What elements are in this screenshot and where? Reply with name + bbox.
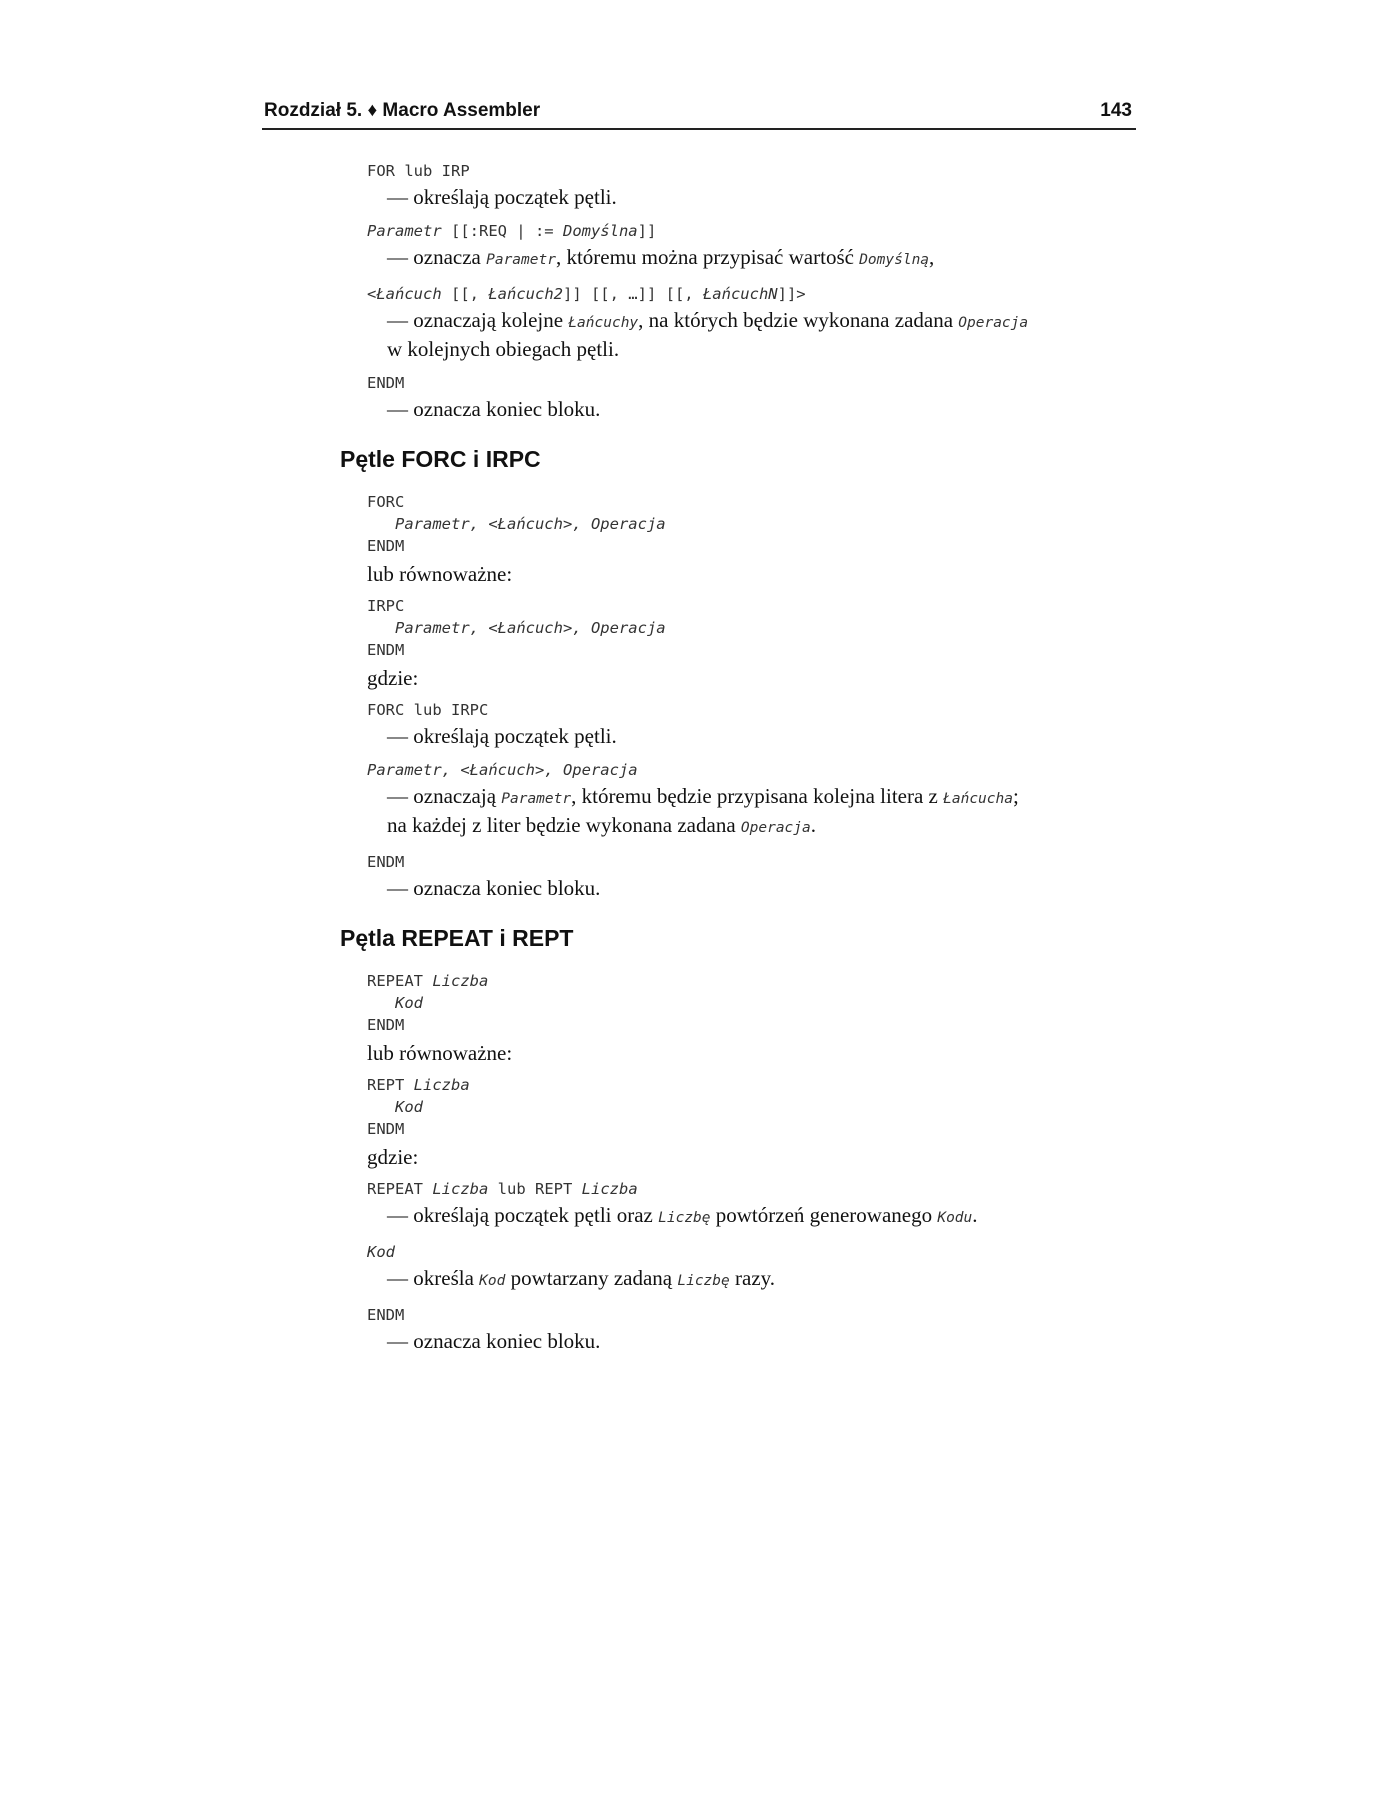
desc-repeat-rept: — określają początek pętli oraz Liczbę powtórzeń generowanego Kodu. <box>387 1203 978 1227</box>
code-block-forc: FORC Parametr, <Łańcuch>, Operacja ENDM <box>367 493 666 555</box>
text-where: gdzie: <box>367 666 419 690</box>
page-number: 143 <box>1100 100 1132 121</box>
code-block-rept: REPT Liczba Kod ENDM <box>367 1076 470 1138</box>
section-heading-repeat: Pętla REPEAT i REPT <box>340 925 574 951</box>
text-equivalent: lub równoważne: <box>367 562 513 586</box>
code-block-repeat: REPEAT Liczba Kod ENDM <box>367 972 489 1034</box>
running-header <box>262 98 1136 130</box>
desc-parametr: — oznacza Parametr, któremu można przypisać wartość Domyślną, <box>387 245 935 269</box>
page-body <box>340 160 1100 1364</box>
code-forc-endm: ENDM <box>367 853 405 871</box>
desc-forc-params: — oznaczają Parametr, któremu będzie przypisana kolejna litera z Łańcucha; na każdej z liter będzie wykonana zadana Operacja. <box>387 784 1019 837</box>
code-endm: ENDM <box>367 374 405 392</box>
desc-repeat-endm: — oznacza koniec bloku. <box>387 1329 601 1353</box>
code-parametr-default: Parametr [[:REQ | := Domyślna]] <box>367 222 657 240</box>
code-forc-params: Parametr, <Łańcuch>, Operacja <box>367 761 638 779</box>
desc-forc-endm: — oznacza koniec bloku. <box>387 876 601 900</box>
code-forc-irpc: FORC lub IRPC <box>367 701 489 719</box>
code-repeat-rept: REPEAT Liczba lub REPT Liczba <box>367 1180 638 1198</box>
text-equivalent-2: lub równoważne: <box>367 1041 513 1065</box>
code-lancuch-list: <Łańcuch [[, Łańcuch2]] [[, …]] [[, ŁańcuchN]]> <box>367 285 806 303</box>
code-kod: Kod <box>367 1243 395 1261</box>
section-heading-forc: Pętle FORC i IRPC <box>340 446 541 472</box>
desc-kod: — określa Kod powtarzany zadaną Liczbę razy. <box>387 1266 776 1290</box>
desc-for-irp: — określają początek pętli. <box>387 185 617 209</box>
code-repeat-endm: ENDM <box>367 1306 405 1324</box>
text-where-2: gdzie: <box>367 1145 419 1169</box>
chapter-title: Rozdział 5. ♦ Macro Assembler <box>264 100 541 121</box>
code-for-irp: FOR lub IRP <box>367 162 470 180</box>
desc-forc-irpc: — określają początek pętli. <box>387 724 617 748</box>
desc-endm: — oznacza koniec bloku. <box>387 397 601 421</box>
code-block-irpc: IRPC Parametr, <Łańcuch>, Operacja ENDM <box>367 597 666 659</box>
desc-lancuchy: — oznaczają kolejne Łańcuchy, na których będzie wykonana zadana Operacja w kolejnych obiegach pętli. <box>387 308 1029 361</box>
